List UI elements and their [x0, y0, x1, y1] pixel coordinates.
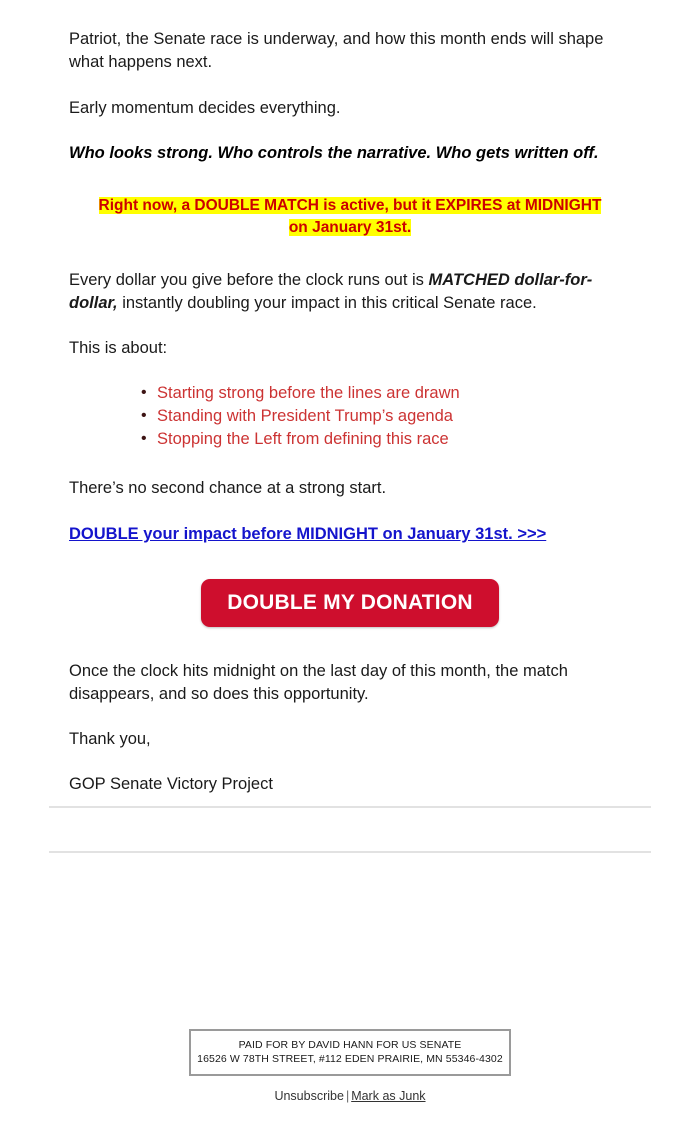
double-match-highlight [69, 195, 631, 239]
spacer [69, 165, 631, 195]
cta-link-paragraph [69, 523, 631, 546]
spacer [69, 315, 631, 337]
list-item: • Stopping the Left from defining this race [141, 428, 631, 451]
intro-paragraph: Patriot, the Senate race is underway, and how this month ends will shape what happens next. [69, 30, 604, 71]
matched-lead-text: Every dollar you give before the clock runs out is [69, 271, 429, 289]
disclaimer-line-1: PAID FOR BY DAVID HANN FOR US SENATE [238, 1039, 462, 1051]
midnight-warning-paragraph: Once the clock hits midnight on the last day of this month, the match disappears, and so does this opportunity. [69, 662, 568, 703]
mark-as-junk-link[interactable]: Mark as Junk [351, 1089, 426, 1103]
double-my-donation-button[interactable]: DOUBLE MY DONATION [201, 579, 499, 627]
intro-block [69, 0, 631, 74]
disclaimer-line-2: 16526 W 78TH STREET, #112 EDEN PRAIRIE, MN 55346-4302 [197, 1053, 503, 1065]
footer-links [0, 1088, 700, 1104]
divider-top [49, 806, 651, 808]
matched-emphasis-text: MATCHED dollar-for-dollar, [69, 271, 593, 312]
donate-button-wrap [69, 579, 631, 627]
no-second-chance-paragraph: There’s no second chance at a strong start. [69, 479, 387, 497]
spacer [69, 360, 631, 382]
thank-you-paragraph: Thank you, [69, 730, 151, 748]
spacer [69, 751, 631, 773]
momentum-paragraph: Early momentum decides everything. [69, 99, 341, 117]
spacer [69, 546, 631, 579]
footer-separator: | [345, 1089, 350, 1103]
double-match-highlight-text: Right now, a DOUBLE MATCH is active, but it EXPIRES at MIDNIGHT on January 31st. [98, 197, 602, 236]
spacer [69, 627, 631, 660]
spacer [69, 74, 631, 97]
list-item: • Standing with President Trump’s agenda [141, 405, 631, 428]
divider-bottom-wrap [0, 851, 700, 853]
paid-for-disclaimer-box [189, 1029, 511, 1076]
divider-top-wrap [0, 806, 700, 808]
divider-bottom [49, 851, 651, 853]
spacer [69, 706, 631, 728]
this-is-about-paragraph: This is about: [69, 339, 168, 357]
matched-paragraph [69, 269, 631, 315]
spacer [69, 500, 631, 523]
list-item: • Starting strong before the lines are drawn [141, 382, 631, 405]
double-impact-link[interactable]: DOUBLE your impact before MIDNIGHT on January 31st. >>> [69, 525, 547, 543]
strong-line-paragraph: Who looks strong. Who controls the narrative. Who gets written off. [69, 144, 599, 162]
matched-tail-text: instantly doubling your impact in this critical Senate race. [117, 294, 537, 312]
unsubscribe-link[interactable]: Unsubscribe [274, 1089, 344, 1103]
spacer [69, 451, 631, 477]
bullet-list [69, 382, 631, 451]
signature-paragraph: GOP Senate Victory Project [69, 775, 273, 793]
spacer [69, 239, 631, 269]
spacer [69, 120, 631, 142]
